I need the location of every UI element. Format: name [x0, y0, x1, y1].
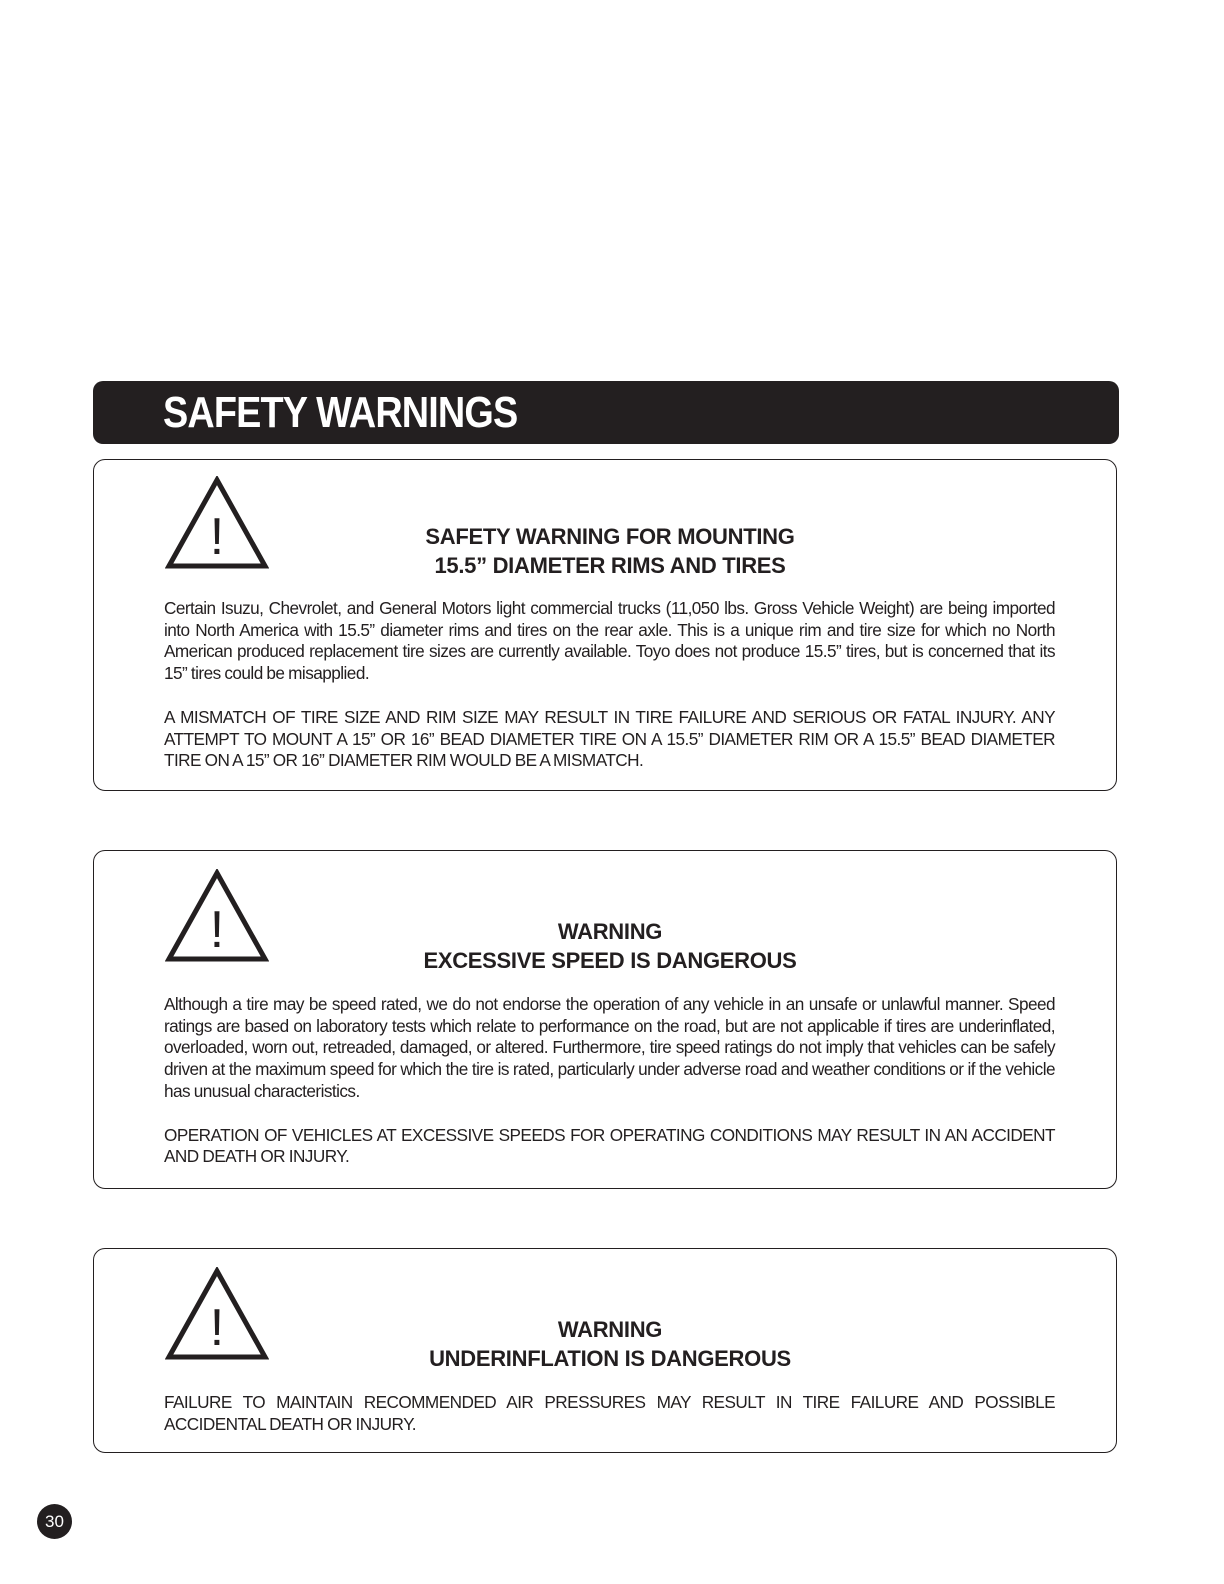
warning-box-rim-mismatch [93, 459, 1117, 791]
warning-box-underinflation [93, 1248, 1117, 1453]
warning-title-line2: EXCESSIVE SPEED IS DANGEROUS [423, 948, 797, 973]
svg-text:!: ! [209, 508, 225, 566]
warning-title-line2: UNDERINFLATION IS DANGEROUS [429, 1346, 791, 1371]
warning-body [164, 994, 1055, 1190]
warning-box-excessive-speed [93, 850, 1117, 1189]
warning-triangle-icon [165, 869, 269, 963]
warning-triangle-icon [165, 476, 269, 570]
page-title: SAFETY WARNINGS [163, 388, 518, 437]
warning-title-line1: WARNING [557, 1317, 663, 1342]
warning-paragraph: FAILURE TO MAINTAIN RECOMMENDED AIR PRESSURES MAY RESULT IN TIRE FAILURE AND POSSIBLE ACCIDENTAL DEATH OR INJURY. [164, 1392, 1055, 1434]
warning-triangle-icon [165, 1267, 269, 1361]
section-header-bar [93, 381, 1119, 444]
svg-text:!: ! [209, 1299, 225, 1357]
warning-title [344, 522, 876, 580]
warning-title [344, 917, 876, 975]
warning-title-line1: WARNING [557, 919, 663, 944]
svg-text:!: ! [209, 901, 225, 959]
warning-title [344, 1315, 876, 1373]
warning-body [164, 1392, 1055, 1457]
warning-paragraph: A MISMATCH OF TIRE SIZE AND RIM SIZE MAY RESULT IN TIRE FAILURE AND SERIOUS OR FATAL INJURY. ANY ATTEMPT TO MOUNT A 15” OR 16” BEAD DIAMETER TIRE ON A 15.5” DIAMETER RIM OR A 15.5” BEAD DIAMETER TIRE ON A 15” OR 16” DIAMETER RIM WOULD BE A MISMATCH. [164, 706, 1055, 771]
warning-paragraph: OPERATION OF VEHICLES AT EXCESSIVE SPEEDS FOR OPERATING CONDITIONS MAY RESULT IN AN ACCIDENT AND DEATH OR INJURY. [164, 1124, 1055, 1167]
warning-body [164, 598, 1055, 794]
warning-title-line1: SAFETY WARNING FOR MOUNTING [425, 524, 795, 549]
page-number-badge: 30 [37, 1504, 72, 1539]
warning-paragraph: Certain Isuzu, Chevrolet, and General Motors light commercial trucks (11,050 lbs. Gross Vehicle Weight) are being imported into North America with 15.5” diameter rims and tires on the rear axle. This is a unique rim and tire size for which no North American produced replacement tire sizes are currently available. Toyo does not produce 15.5” tires, but is concerned that its 15” tires could be misapplied. [164, 598, 1055, 684]
warning-title-line2: 15.5” DIAMETER RIMS AND TIRES [434, 553, 786, 578]
warning-paragraph: Although a tire may be speed rated, we do not endorse the operation of any vehicle in an unsafe or unlawful manner. Speed ratings are based on laboratory tests which relate to performance on the road, but are not applicable if tires are underinflated, overloaded, worn out, retreaded, damaged, or altered. Furthermore, tire speed ratings do not imply that vehicles can be safely driven at the maximum speed for which the tire is rated, particularly under adverse road and weather conditions or if the vehicle has unusual characteristics. [164, 994, 1055, 1101]
